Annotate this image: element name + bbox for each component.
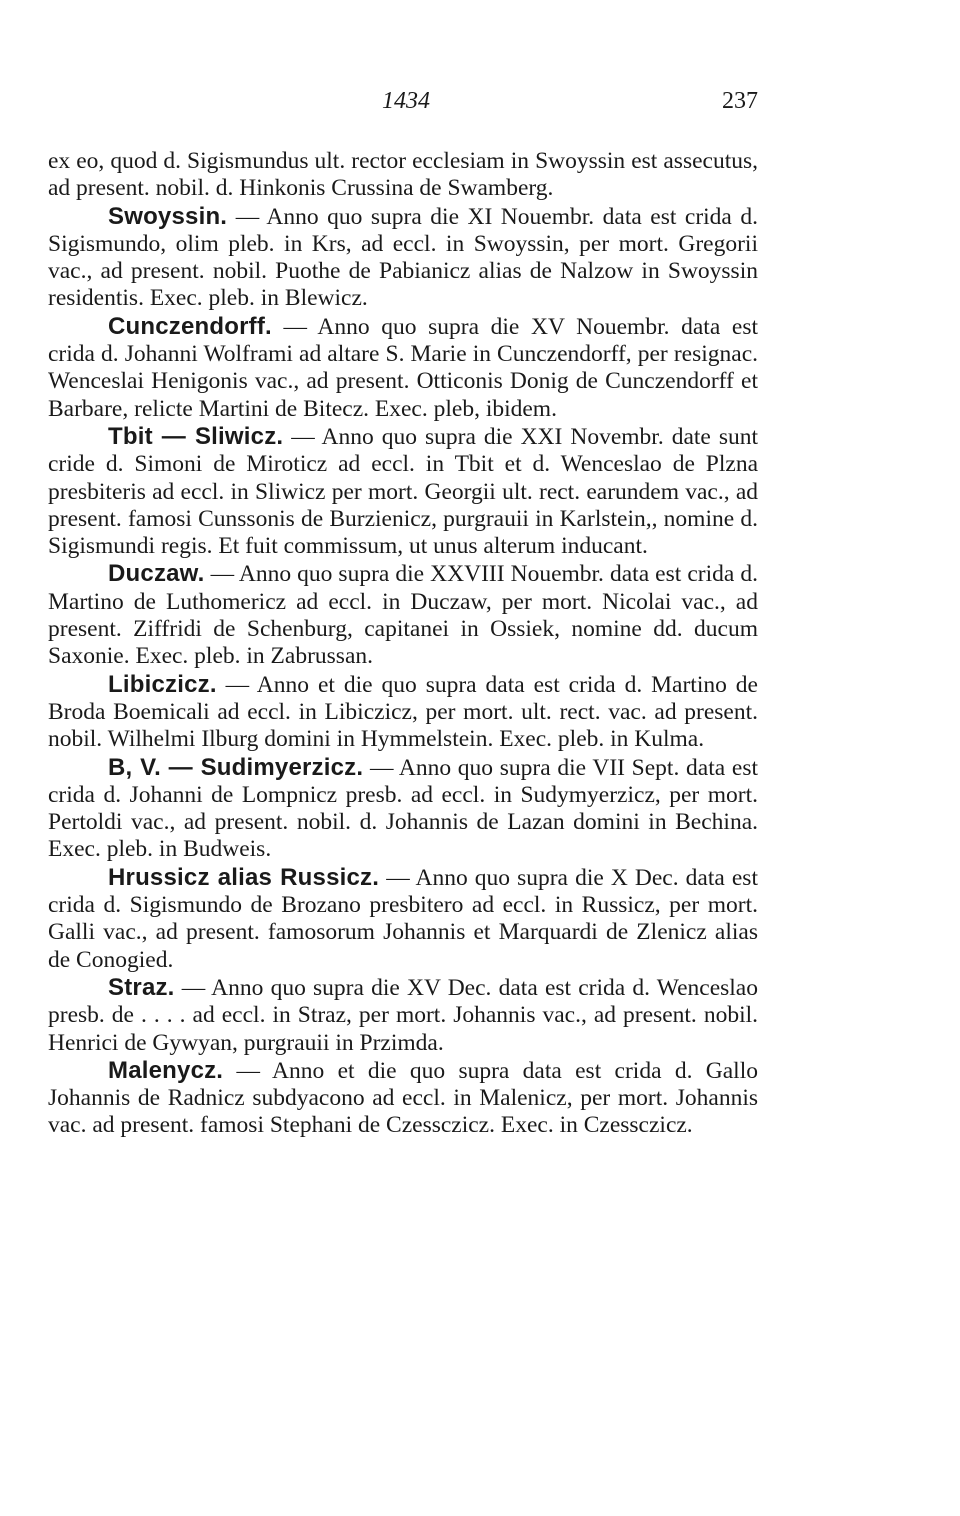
paragraph-text: — Anno et die quo supra data est crida d. Martino de Broda Boemicali ad eccl. in Libiczicz, per mort. ult. rect. vac. ad present. nobil. Wilhelmi Ilburg domini in Hymmelstein. Exec. pleb. in Kulma. xyxy=(48,671,758,753)
entry-libiczicz xyxy=(48,671,758,754)
running-head-year: 1434 xyxy=(382,88,430,114)
place-heading: Straz. xyxy=(108,973,175,1001)
entry-sudimyerzicz xyxy=(48,754,758,864)
entry-straz xyxy=(48,974,758,1057)
page-number: 237 xyxy=(722,88,758,114)
running-head xyxy=(48,88,758,128)
paragraph-text: — Anno quo supra die XXVIII Nouembr. data est crida d. Martino de Luthomericz ad eccl. in Duczaw, per mort. Nicolai vac., ad present. Ziffridi de Schenburg, capitanei in Ossiek, nomine dd. ducum Saxonie. Exec. pleb. in Zabrussan. xyxy=(48,561,758,670)
entry-hrussicz xyxy=(48,864,758,974)
body-text xyxy=(48,148,758,1140)
place-heading: Swoyssin. xyxy=(108,202,228,230)
paragraph-text: — Anno quo supra die X Dec. data est crida d. Sigismundo de Brozano presbitero ad eccl. in Russicz, per mort. Galli vac., ad present. famosorum Johannis et Marquardi de Zlenicz alias de Conogied. xyxy=(48,864,758,973)
paragraph-text: — Anno quo supra die XV Dec. data est crida d. Wenceslao presb. de . . . . ad eccl. in Straz, per mort. Johannis vac., ad present. nobil. Henrici de Gywyan, purgrauii in Przimda. xyxy=(48,974,758,1056)
entry-malenycz xyxy=(48,1057,758,1140)
paragraph-text: — Anno quo supra die XV Nouembr. data est crida d. Johanni Wolframi ad altare S. Marie in Cunczendorff, per resignac. Wenceslai Henigonis vac., ad present. Otticonis Donig de Cunczendorff et Barbare, relicte Martini de Bitecz. Exec. pleb, ibidem. xyxy=(48,313,758,422)
place-heading: Duczaw. xyxy=(108,560,205,588)
paragraph-text: — Anno et die quo supra data est crida d. Gallo Johannis de Radnicz subdyacono ad eccl. in Malenicz, per mort. Johannis vac. ad present. famosi Stephani de Czessczicz. Exec. in Czessczicz. xyxy=(48,1057,758,1139)
place-heading: B, V. — Sudimyerzicz. xyxy=(108,753,364,781)
paragraph-text: — Anno quo supra die XI Nouembr. data est crida d. Sigismundo, olim pleb. in Krs, ad eccl. in Swoyssin, per mort. Gregorii vac., ad present. nobil. Puothe de Pabianicz alias de Nalzow in Swoyssin residentis. Exec. pleb. in Blewicz. xyxy=(48,203,758,312)
place-heading: Hrussicz alias Russicz. xyxy=(108,863,380,891)
entry-swoyssin xyxy=(48,203,758,313)
place-heading: Malenycz. xyxy=(108,1056,224,1084)
paragraph-continuation xyxy=(48,148,758,203)
paragraph-text: — Anno quo supra die XXI Novembr. date sunt cride d. Simoni de Miroticz ad eccl. in Tbit et d. Wenceslao de Plzna presbiteris ad eccl. in Sliwicz per mort. Georgii ult. rect. earundem vac., ad present. famosi Cunssonis de Burzienicz, purgrauii in Karlstein,, nomine d. Sigismundi regis. Et fuit commissum, ut unus alterum inducant. xyxy=(48,423,759,560)
entry-duczaw xyxy=(48,560,758,670)
document-page xyxy=(48,88,758,1140)
place-heading: Cunczendorff. xyxy=(108,312,272,340)
place-heading: Tbit — Sliwicz. xyxy=(108,422,284,450)
entry-cunczendorff xyxy=(48,313,758,423)
place-heading: Libiczicz. xyxy=(108,670,217,698)
paragraph-text: — Anno quo supra die VII Sept. data est crida d. Johanni de Lompnicz presb. ad eccl. in Sudymyerzicz, per mort. Pertoldi vac., ad present. nobil. d. Johannis de Lazan domini in Bechina. Exec. pleb. in Budweis. xyxy=(48,754,758,863)
entry-tbit-sliwicz xyxy=(48,423,758,560)
paragraph-text: ex eo, quod d. Sigismundus ult. rector ecclesiam in Swoyssin est assecutus, ad present. nobil. d. Hinkonis Crussina de Swamberg. xyxy=(48,148,758,202)
